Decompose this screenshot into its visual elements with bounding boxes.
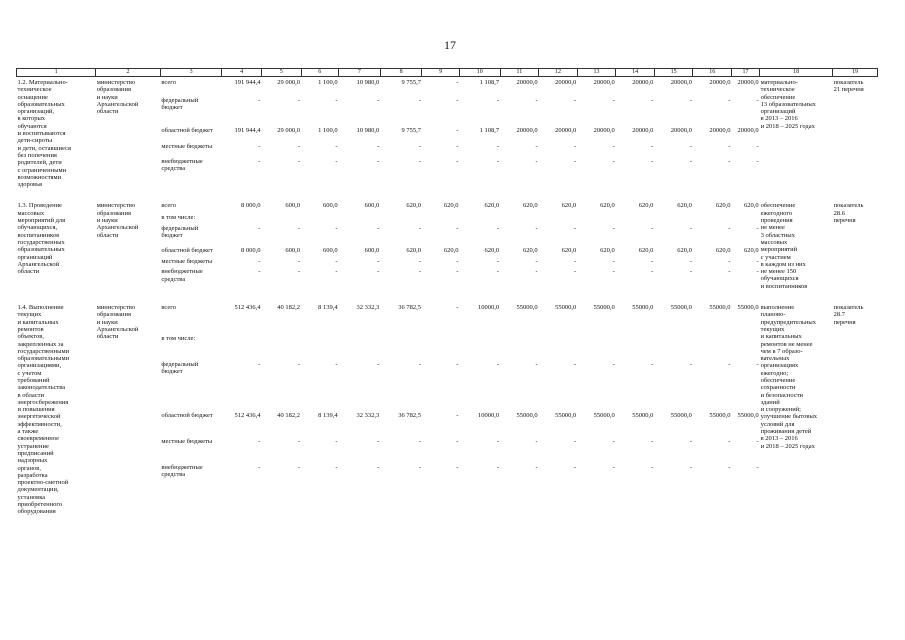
funding-value: 20000,0: [737, 79, 759, 86]
funding-value: 600,0: [364, 246, 380, 254]
funding-value: -: [535, 438, 538, 446]
funding-value: -: [574, 257, 577, 265]
funding-value: -: [418, 96, 421, 104]
funding-value: 8 139,4: [318, 412, 338, 420]
funding-value: 600,0: [364, 202, 380, 210]
column-number-cell: 7: [339, 69, 381, 77]
funding-value: -: [574, 157, 577, 165]
funding-value: 20000,0: [593, 79, 615, 86]
funding-value: -: [297, 157, 301, 165]
indicator-ref: показатель 28.7 перечня: [833, 304, 864, 326]
funding-source: областной бюджет: [161, 246, 213, 254]
funding-value: -: [612, 96, 615, 104]
funding-value: 55000,0: [737, 304, 759, 312]
funding-value: 20000,0: [593, 127, 615, 135]
funding-value: -: [258, 268, 261, 276]
funding-value: -: [377, 268, 380, 276]
funding-value: -: [689, 257, 692, 265]
funding-value: -: [535, 463, 538, 471]
funding-value: [693, 335, 732, 361]
funding-value: 20000,0: [516, 127, 538, 135]
funding-value: -: [335, 225, 338, 233]
funding-value: -: [418, 268, 421, 276]
funding-value: -: [651, 463, 654, 471]
funding-value: -: [535, 257, 538, 265]
funding-value: 55000,0: [555, 412, 577, 420]
block-spacer: [17, 188, 878, 200]
indicator-ref: показатель 21 перечня: [833, 79, 864, 94]
funding-value: 620,0: [561, 202, 577, 210]
funding-value: -: [612, 142, 615, 150]
funding-value: [577, 335, 616, 361]
funding-value: 55000,0: [737, 412, 759, 420]
funding-value: -: [418, 463, 421, 471]
funding-value: -: [456, 142, 459, 150]
column-number-cell: 18: [760, 69, 833, 77]
funding-value: -: [456, 257, 459, 265]
funding-value: -: [297, 463, 301, 471]
funding-value: -: [612, 360, 615, 368]
funding-value: 55000,0: [632, 304, 654, 312]
funding-value: 620,0: [443, 246, 459, 254]
funding-value: 512 436,4: [234, 412, 261, 420]
funding-value: 55000,0: [593, 412, 615, 420]
funding-value: -: [456, 79, 459, 86]
funding-value: 620,0: [406, 202, 421, 210]
funding-value: [380, 214, 422, 225]
funding-value: -: [756, 157, 759, 165]
program-table-wrapper: [16, 68, 878, 516]
expected-result: материально- техническое обеспечение 13 образовательных организаций в 2013 – 2016 и 2018 – 2025 годах: [760, 79, 816, 130]
expected-result: обеспечение ежегодного проведения не менее 3 областных массовых мероприятий с участием в каждом из них не менее 150 обучающихся и воспитанников: [760, 202, 808, 290]
funding-value: -: [574, 463, 577, 471]
activity-name: 1.3. Проведение массовых мероприятий для обучающихся, воспитанников государственных образовательных организаций Архангельской области: [17, 202, 66, 276]
expected-result: выполнение планово- предупредительных текущих и капитальных ремонтов не менее чем в 7 образо- вательных организациях ежегодно; обеспечение сохранности и безопасности зданий и сооружений; улучшение бытовых условий для проживания детей в 2013 – 2016 и 2018 – 2025 годах: [760, 304, 818, 450]
column-number-cell: 2: [96, 69, 161, 77]
funding-value: -: [335, 360, 338, 368]
funding-value: 10000,0: [477, 304, 500, 312]
funding-value: -: [612, 257, 615, 265]
funding-value: -: [456, 96, 459, 104]
funding-value: [654, 214, 693, 225]
funding-value: [261, 335, 301, 361]
funding-value: -: [418, 257, 421, 265]
funding-value: [422, 335, 460, 361]
funding-value: [339, 214, 381, 225]
column-number-cell: 9: [422, 69, 460, 77]
funding-source: всего: [161, 304, 176, 312]
funding-value: -: [258, 438, 261, 446]
funding-value: -: [456, 438, 459, 446]
funding-value: 20000,0: [670, 127, 692, 135]
funding-value: -: [496, 96, 500, 104]
funding-value: [459, 214, 500, 225]
funding-value: 1 108,7: [479, 79, 500, 86]
funding-value: -: [496, 225, 500, 233]
funding-value: -: [456, 304, 459, 312]
column-number-cell: 16: [693, 69, 732, 77]
funding-value: -: [728, 96, 731, 104]
funding-value: -: [496, 257, 500, 265]
funding-value: -: [258, 225, 261, 233]
funding-value: -: [689, 360, 692, 368]
funding-value: 620,0: [638, 246, 654, 254]
column-number-cell: 12: [539, 69, 578, 77]
block-spacer: [17, 290, 878, 302]
executor: министерство образования и науки Архангельской области: [96, 304, 139, 341]
funding-value: -: [377, 257, 380, 265]
funding-value: 55000,0: [593, 304, 615, 312]
funding-value: -: [297, 360, 301, 368]
funding-value: 620,0: [743, 246, 759, 254]
funding-source: федеральный бюджет: [161, 225, 199, 240]
funding-value: 620,0: [484, 246, 500, 254]
column-number-cell: 13: [577, 69, 616, 77]
funding-source: внебюджетные средства: [161, 463, 203, 479]
funding-value: 32 332,3: [356, 304, 380, 312]
funding-source: областной бюджет: [161, 127, 213, 135]
column-number-cell: 17: [731, 69, 759, 77]
funding-value: [577, 214, 616, 225]
funding-value: 55000,0: [555, 304, 577, 312]
funding-value: [301, 214, 339, 225]
funding-value: -: [651, 96, 654, 104]
executor: министерство образования и науки Архангельской области: [96, 202, 139, 239]
funding-value: -: [651, 268, 654, 276]
funding-value: -: [651, 225, 654, 233]
funding-value: 20000,0: [555, 79, 577, 86]
funding-value: -: [756, 463, 759, 471]
program-table: [16, 68, 878, 516]
funding-value: [422, 214, 460, 225]
page-number: 17: [444, 38, 456, 52]
column-number-cell: 19: [833, 69, 878, 77]
funding-value: -: [574, 142, 577, 150]
funding-value: 620,0: [715, 246, 731, 254]
funding-value: 40 182,2: [277, 412, 301, 420]
funding-value: -: [258, 96, 261, 104]
column-number-cell: 4: [222, 69, 262, 77]
funding-value: -: [728, 360, 731, 368]
funding-value: 620,0: [600, 246, 615, 254]
funding-value: -: [728, 463, 731, 471]
funding-value: 600,0: [322, 246, 338, 254]
funding-value: -: [574, 225, 577, 233]
funding-value: [616, 335, 655, 361]
funding-value: -: [756, 225, 759, 233]
funding-value: -: [496, 268, 500, 276]
funding-value: -: [612, 438, 615, 446]
funding-value: 20000,0: [670, 79, 692, 86]
funding-value: -: [456, 127, 459, 135]
funding-value: 620,0: [715, 202, 731, 210]
funding-value: -: [574, 268, 577, 276]
funding-value: 620,0: [523, 202, 538, 210]
funding-value: -: [728, 157, 731, 165]
funding-row: [17, 302, 878, 335]
funding-value: -: [335, 268, 338, 276]
funding-value: -: [496, 463, 500, 471]
funding-value: -: [456, 225, 459, 233]
funding-value: -: [335, 157, 338, 165]
spacer-cell: [17, 290, 878, 302]
funding-source: всего: [161, 202, 176, 210]
funding-value: -: [258, 142, 261, 150]
funding-value: -: [651, 257, 654, 265]
funding-value: -: [728, 438, 731, 446]
table-body: [17, 77, 878, 516]
funding-value: 620,0: [523, 246, 538, 254]
activity-name: 1.2. Материально- техническое оснащение образовательных организаций, в которых обучаются и воспитываются дети-сироты и дети, оставшиеся без попечения родителей, дети с ограниченными возможностями здоровья: [17, 79, 71, 189]
funding-value: -: [756, 96, 759, 104]
funding-value: -: [496, 438, 500, 446]
funding-value: [261, 214, 301, 225]
funding-value: 55000,0: [632, 412, 654, 420]
funding-value: -: [728, 268, 731, 276]
funding-value: 191 944,4: [234, 127, 261, 135]
column-number-cell: 10: [459, 69, 500, 77]
funding-value: 8 139,4: [318, 304, 338, 312]
funding-value: -: [535, 360, 538, 368]
column-number-cell: 14: [616, 69, 655, 77]
funding-value: -: [456, 360, 459, 368]
funding-value: 620,0: [743, 202, 759, 210]
funding-source: внебюджетные средства: [161, 268, 203, 283]
funding-value: 620,0: [677, 246, 692, 254]
funding-value: 600,0: [322, 202, 338, 210]
funding-value: -: [377, 360, 380, 368]
column-number-cell: 11: [500, 69, 539, 77]
funding-value: -: [728, 257, 731, 265]
funding-value: [500, 335, 539, 361]
funding-value: [616, 214, 655, 225]
funding-value: -: [418, 438, 421, 446]
funding-value: 55000,0: [670, 304, 692, 312]
funding-source: в том числе:: [161, 214, 196, 222]
funding-value: 10 980,0: [356, 79, 380, 86]
funding-value: -: [418, 142, 421, 150]
column-number-cell: 6: [301, 69, 339, 77]
funding-value: 20000,0: [632, 127, 654, 135]
column-number-cell: 15: [654, 69, 693, 77]
funding-value: -: [335, 463, 338, 471]
funding-value: -: [258, 157, 261, 165]
column-number-cell: 5: [261, 69, 301, 77]
funding-value: 10 980,0: [356, 127, 380, 135]
column-number-row: [17, 69, 878, 77]
funding-value: 620,0: [638, 202, 654, 210]
funding-value: -: [297, 438, 301, 446]
funding-value: -: [297, 96, 301, 104]
funding-value: -: [297, 257, 301, 265]
funding-value: -: [377, 438, 380, 446]
funding-value: 29 000,0: [277, 127, 301, 135]
funding-value: -: [728, 142, 731, 150]
funding-value: [380, 335, 422, 361]
funding-value: 1 100,0: [318, 79, 338, 86]
funding-value: -: [535, 142, 538, 150]
funding-value: -: [297, 142, 301, 150]
funding-value: -: [258, 463, 261, 471]
funding-value: -: [728, 225, 731, 233]
funding-value: -: [535, 157, 538, 165]
funding-value: -: [377, 96, 380, 104]
activity-name: 1.4. Выполнение текущих и капитальных ремонтов объектов, закрепленных за государственными образовательными организациями, с учетом требований законодательства в области энергосбережения и повышения энергетической эффективности, а также своевременное устранение предписаний надзорных органов, разработка проектно-сметной документации, установка приобретенного оборудования: [17, 304, 70, 516]
funding-value: -: [689, 142, 692, 150]
funding-value: -: [612, 463, 615, 471]
funding-row: [17, 77, 878, 97]
funding-value: -: [689, 438, 692, 446]
funding-value: [222, 335, 262, 361]
funding-value: -: [574, 96, 577, 104]
funding-source: в том числе:: [161, 334, 196, 342]
funding-source: федеральный бюджет: [161, 360, 199, 376]
funding-value: 620,0: [600, 202, 615, 210]
funding-value: -: [612, 157, 615, 165]
funding-value: 40 182,2: [277, 304, 301, 312]
funding-value: [459, 335, 500, 361]
funding-value: -: [456, 463, 459, 471]
funding-value: -: [377, 142, 380, 150]
funding-source: местные бюджеты: [161, 142, 213, 150]
funding-value: 36 782,5: [398, 412, 421, 420]
funding-value: -: [496, 142, 500, 150]
funding-value: -: [258, 360, 261, 368]
funding-value: 9 755,7: [401, 127, 421, 135]
funding-value: 32 332,3: [356, 412, 380, 420]
funding-value: -: [651, 360, 654, 368]
funding-value: -: [418, 360, 421, 368]
funding-value: 20000,0: [516, 79, 538, 86]
funding-source: федеральный бюджет: [161, 96, 199, 112]
funding-value: 55000,0: [670, 412, 692, 420]
funding-value: [222, 214, 262, 225]
funding-value: -: [377, 225, 380, 233]
funding-value: 1 108,7: [479, 127, 500, 135]
funding-value: 620,0: [484, 202, 500, 210]
funding-value: 1 100,0: [318, 127, 338, 135]
funding-value: -: [335, 438, 338, 446]
funding-value: [301, 335, 339, 361]
funding-value: [731, 335, 759, 361]
funding-value: -: [535, 268, 538, 276]
funding-value: -: [297, 225, 301, 233]
funding-value: -: [535, 225, 538, 233]
funding-value: 620,0: [677, 202, 692, 210]
column-number-cell: 8: [380, 69, 422, 77]
funding-value: -: [689, 96, 692, 104]
funding-value: -: [756, 257, 759, 265]
funding-value: 620,0: [406, 246, 421, 254]
funding-value: 55000,0: [709, 304, 731, 312]
funding-value: [693, 214, 732, 225]
funding-value: -: [377, 463, 380, 471]
funding-value: -: [335, 257, 338, 265]
funding-value: -: [689, 225, 692, 233]
funding-value: -: [756, 360, 759, 368]
funding-value: 600,0: [285, 202, 301, 210]
funding-value: [654, 335, 693, 361]
funding-value: 8 000,0: [240, 202, 261, 210]
funding-value: 10000,0: [477, 412, 500, 420]
funding-value: 600,0: [285, 246, 301, 254]
funding-value: [731, 214, 759, 225]
funding-value: -: [689, 157, 692, 165]
funding-value: 29 000,0: [277, 79, 301, 86]
funding-source: внебюджетные средства: [161, 157, 203, 173]
funding-value: -: [456, 268, 459, 276]
funding-value: -: [335, 142, 338, 150]
funding-value: 55000,0: [516, 412, 538, 420]
funding-value: -: [651, 157, 654, 165]
funding-value: -: [535, 96, 538, 104]
funding-value: 9 755,7: [401, 79, 421, 86]
funding-value: 20000,0: [632, 79, 654, 86]
funding-value: [539, 335, 578, 361]
funding-value: -: [689, 463, 692, 471]
funding-value: -: [496, 157, 500, 165]
funding-value: 55000,0: [516, 304, 538, 312]
funding-value: [339, 335, 381, 361]
funding-value: -: [418, 157, 421, 165]
funding-value: -: [689, 268, 692, 276]
funding-value: 55000,0: [709, 412, 731, 420]
column-number-cell: 3: [160, 69, 221, 77]
executor: министерство образования и науки Архангельской области: [96, 79, 139, 116]
funding-value: 620,0: [443, 202, 459, 210]
funding-source: всего: [161, 79, 176, 86]
funding-source: областной бюджет: [161, 412, 213, 420]
funding-value: -: [756, 142, 759, 150]
funding-value: -: [418, 225, 421, 233]
funding-value: -: [574, 438, 577, 446]
funding-value: -: [456, 412, 459, 420]
funding-value: 512 436,4: [234, 304, 261, 312]
funding-value: -: [377, 157, 380, 165]
funding-value: [539, 214, 578, 225]
funding-value: -: [612, 268, 615, 276]
column-number-cell: 1: [17, 69, 96, 77]
funding-value: -: [456, 157, 459, 165]
funding-value: 620,0: [561, 246, 577, 254]
funding-value: -: [651, 438, 654, 446]
funding-value: 36 782,5: [398, 304, 421, 312]
funding-value: -: [258, 257, 261, 265]
funding-row: [17, 200, 878, 214]
funding-value: [500, 214, 539, 225]
funding-source: местные бюджеты: [161, 257, 213, 265]
funding-value: 20000,0: [555, 127, 577, 135]
funding-value: 191 944,4: [234, 79, 261, 86]
funding-value: -: [496, 360, 500, 368]
funding-value: 20000,0: [737, 127, 759, 135]
spacer-cell: [17, 188, 878, 200]
funding-value: -: [756, 438, 759, 446]
funding-value: -: [756, 268, 759, 276]
funding-value: -: [297, 268, 301, 276]
indicator-ref: показатель 28.6 перечня: [833, 202, 864, 225]
funding-value: -: [651, 142, 654, 150]
funding-source: местные бюджеты: [161, 438, 213, 446]
funding-value: -: [612, 225, 615, 233]
funding-value: 20000,0: [709, 79, 731, 86]
funding-value: -: [335, 96, 338, 104]
funding-value: 8 000,0: [240, 246, 261, 254]
funding-value: 20000,0: [709, 127, 731, 135]
funding-value: -: [574, 360, 577, 368]
